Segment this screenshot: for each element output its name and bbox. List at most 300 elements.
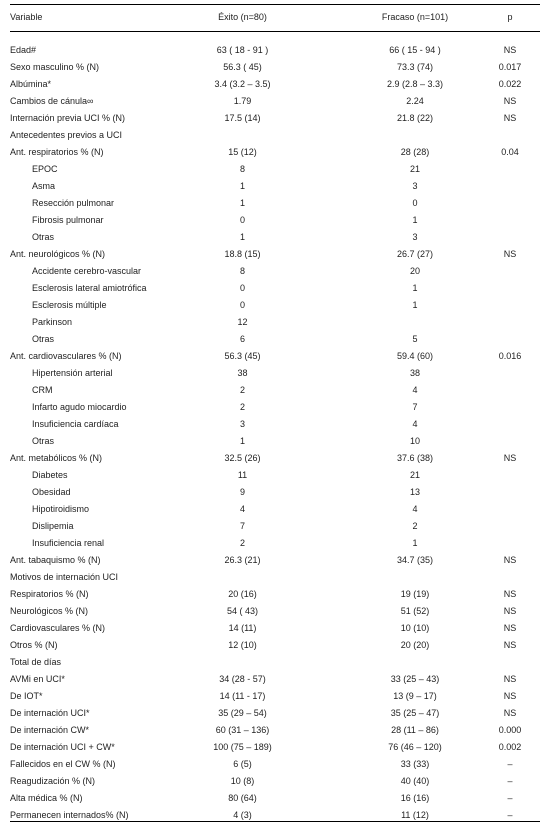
row-label: Reagudización % (N) xyxy=(10,775,96,786)
cell-exito: 38 xyxy=(237,367,248,378)
row-label: De internación CW* xyxy=(10,724,90,735)
row-label: Internación previa UCI % (N) xyxy=(10,112,126,123)
cell-exito: 80 (64) xyxy=(228,792,257,803)
cell-gap xyxy=(460,75,480,92)
cell-gap xyxy=(460,721,480,738)
table-row xyxy=(10,41,540,58)
cell-exito: 1 xyxy=(239,180,245,191)
cell-gap xyxy=(460,687,480,704)
cell-fracaso: 5 xyxy=(412,333,418,344)
cell-exito: 0 xyxy=(239,214,245,225)
row-label: Insuficiencia cardíaca xyxy=(32,418,119,429)
cell-gap xyxy=(460,211,480,228)
table-row xyxy=(10,228,540,245)
cell-gap xyxy=(290,245,370,262)
cell-p xyxy=(480,126,540,143)
row-label: CRM xyxy=(32,384,53,395)
cell-gap xyxy=(460,58,480,75)
cell-exito: 56.3 ( 45) xyxy=(223,61,262,72)
cell-gap xyxy=(290,415,370,432)
cell-exito: 9 xyxy=(239,486,245,497)
header-p: p xyxy=(507,12,513,22)
cell-gap xyxy=(460,92,480,109)
row-label: Hipertensión arterial xyxy=(32,367,113,378)
cell-gap xyxy=(290,126,370,143)
cell-fracaso: 4 xyxy=(412,503,418,514)
row-label: Albúmina* xyxy=(10,78,52,89)
cell-fracaso: 2.24 xyxy=(406,95,424,106)
table-row xyxy=(10,704,540,721)
cell-gap xyxy=(290,41,370,58)
cell-fracaso: 16 (16) xyxy=(400,792,430,803)
cell-fracaso: 3 xyxy=(412,180,418,191)
cell-fracaso: 21 xyxy=(409,163,420,174)
table-row xyxy=(10,75,540,92)
cell-p: NS xyxy=(503,248,517,259)
cell-exito: 1 xyxy=(239,197,245,208)
cell-exito: 1 xyxy=(239,231,245,242)
cell-p: 0.04 xyxy=(501,146,519,157)
table-body xyxy=(10,41,540,823)
row-label: Permanecen internados% (N) xyxy=(10,809,129,820)
cell-fracaso: 10 xyxy=(409,435,420,446)
cell-fracaso: 28 (28) xyxy=(400,146,430,157)
table-row xyxy=(10,398,540,415)
cell-p: NS xyxy=(503,690,517,701)
row-label: De internación UCI* xyxy=(10,707,90,718)
cell-gap xyxy=(460,262,480,279)
cell-fracaso xyxy=(370,126,460,143)
table-row xyxy=(10,738,540,755)
cell-gap xyxy=(290,789,370,806)
cell-exito xyxy=(195,653,290,670)
table-row xyxy=(10,381,540,398)
cell-p: – xyxy=(507,809,513,820)
table-row xyxy=(10,92,540,109)
cell-p xyxy=(480,398,540,415)
table-row xyxy=(10,262,540,279)
row-label: Hipotiroidismo xyxy=(32,503,90,514)
cell-fracaso: 35 (25 – 47) xyxy=(390,707,440,718)
cell-gap xyxy=(460,347,480,364)
table-row xyxy=(10,585,540,602)
cell-gap xyxy=(290,109,370,126)
cell-exito: 56.3 (45) xyxy=(224,350,261,361)
cell-gap xyxy=(290,602,370,619)
cell-gap xyxy=(290,517,370,534)
cell-exito: 14 (11 - 17) xyxy=(219,690,266,701)
cell-p xyxy=(480,228,540,245)
header-exito: Éxito (n=80) xyxy=(218,12,267,22)
table-row xyxy=(10,126,540,143)
cell-gap xyxy=(290,143,370,160)
table-row xyxy=(10,432,540,449)
cell-p: 0.002 xyxy=(498,741,522,752)
cell-gap xyxy=(460,483,480,500)
cell-p xyxy=(480,262,540,279)
cell-exito: 8 xyxy=(239,265,245,276)
cell-exito: 0 xyxy=(239,299,245,310)
cell-fracaso: 59.4 (60) xyxy=(396,350,434,361)
cell-gap xyxy=(460,364,480,381)
cell-gap xyxy=(460,619,480,636)
row-label: Neurológicos % (N) xyxy=(10,605,89,616)
row-label: Total de días xyxy=(10,656,62,667)
cell-p: NS xyxy=(503,622,517,633)
cell-gap xyxy=(460,602,480,619)
row-label: Insuficiencia renal xyxy=(32,537,105,548)
cell-p: 0.022 xyxy=(498,78,522,89)
cell-fracaso: 20 (20) xyxy=(400,639,430,650)
cell-fracaso: 1 xyxy=(412,537,418,548)
cell-exito: 35 (29 – 54) xyxy=(218,707,267,718)
cell-exito: 63 ( 18 - 91 ) xyxy=(216,44,269,55)
table-row xyxy=(10,330,540,347)
cell-gap xyxy=(460,738,480,755)
row-label: Ant. cardiovasculares % (N) xyxy=(10,350,122,361)
row-label: Ant. metabólicos % (N) xyxy=(10,452,103,463)
cell-gap xyxy=(290,160,370,177)
cell-gap xyxy=(290,483,370,500)
cell-fracaso: 19 (19) xyxy=(400,588,430,599)
row-label: Infarto agudo miocardio xyxy=(32,401,127,412)
cell-fracaso: 37.6 (38) xyxy=(396,452,434,463)
data-table xyxy=(10,41,540,823)
cell-p: 0.000 xyxy=(498,724,522,735)
row-label: Ant. tabaquismo % (N) xyxy=(10,554,101,565)
table-row xyxy=(10,568,540,585)
table-row xyxy=(10,194,540,211)
cell-gap xyxy=(460,755,480,772)
cell-p xyxy=(480,211,540,228)
table-row xyxy=(10,364,540,381)
cell-fracaso: 11 (12) xyxy=(401,809,429,820)
cell-gap xyxy=(460,568,480,585)
cell-gap xyxy=(290,449,370,466)
cell-p xyxy=(480,296,540,313)
cell-gap xyxy=(290,211,370,228)
cell-gap xyxy=(460,500,480,517)
cell-exito: 15 (12) xyxy=(228,146,257,157)
table-row xyxy=(10,602,540,619)
cell-p xyxy=(480,466,540,483)
table-row xyxy=(10,772,540,789)
cell-gap xyxy=(460,313,480,330)
cell-exito: 4 (3) xyxy=(233,809,252,820)
cell-gap xyxy=(290,194,370,211)
cell-gap xyxy=(290,653,370,670)
cell-p: NS xyxy=(503,44,517,55)
cell-gap xyxy=(460,228,480,245)
cell-gap xyxy=(460,670,480,687)
row-label: Diabetes xyxy=(32,469,68,480)
cell-gap xyxy=(290,551,370,568)
cell-p xyxy=(480,177,540,194)
row-label: Dislipemia xyxy=(32,520,74,531)
table-header-rule xyxy=(10,31,540,32)
cell-fracaso: 1 xyxy=(412,282,418,293)
cell-gap xyxy=(460,245,480,262)
cell-gap xyxy=(460,466,480,483)
cell-exito: 1.79 xyxy=(233,95,252,106)
header-variable: Variable xyxy=(10,12,43,22)
cell-gap xyxy=(290,398,370,415)
table-row xyxy=(10,211,540,228)
cell-exito: 12 (10) xyxy=(228,639,257,650)
row-label: Asma xyxy=(32,180,56,191)
table-row xyxy=(10,109,540,126)
row-label: Otros % (N) xyxy=(10,639,58,650)
cell-p xyxy=(480,517,540,534)
cell-fracaso xyxy=(370,653,460,670)
cell-gap xyxy=(290,92,370,109)
header-fracaso: Fracaso (n=101) xyxy=(381,12,449,22)
cell-gap xyxy=(460,704,480,721)
cell-gap xyxy=(290,721,370,738)
table-row xyxy=(10,347,540,364)
cell-p: – xyxy=(507,775,513,786)
cell-exito: 14 (11) xyxy=(228,622,257,633)
cell-gap xyxy=(460,126,480,143)
table-row xyxy=(10,296,540,313)
cell-fracaso: 73.3 (74) xyxy=(396,61,434,72)
table-row xyxy=(10,755,540,772)
cell-p: – xyxy=(507,758,513,769)
cell-fracaso: 33 (25 – 43) xyxy=(390,673,440,684)
table-header xyxy=(10,12,540,28)
cell-fracaso: 1 xyxy=(412,214,418,225)
cell-gap xyxy=(460,398,480,415)
cell-p: NS xyxy=(503,554,517,565)
cell-p xyxy=(480,381,540,398)
table-row xyxy=(10,721,540,738)
cell-gap xyxy=(460,517,480,534)
cell-gap xyxy=(460,177,480,194)
cell-fracaso: 4 xyxy=(412,384,418,395)
cell-gap xyxy=(290,585,370,602)
cell-fracaso: 13 (9 – 17) xyxy=(393,690,437,701)
cell-gap xyxy=(460,160,480,177)
table-top-rule xyxy=(10,4,540,5)
cell-fracaso: 38 xyxy=(409,367,420,378)
cell-exito: 3 xyxy=(239,418,245,429)
row-label: EPOC xyxy=(32,163,58,174)
row-label: Accidente cerebro-vascular xyxy=(32,265,142,276)
cell-exito: 18.8 (15) xyxy=(224,248,261,259)
row-label: Cambios de cánula∞ xyxy=(10,95,94,106)
cell-fracaso: 40 (40) xyxy=(400,775,430,786)
row-label: Otras xyxy=(32,435,55,446)
cell-gap xyxy=(290,347,370,364)
cell-gap xyxy=(290,432,370,449)
row-label: Ant. neurológicos % (N) xyxy=(10,248,106,259)
row-label: Resección pulmonar xyxy=(32,197,115,208)
cell-gap xyxy=(290,262,370,279)
row-label: AVMi en UCI* xyxy=(10,673,65,684)
cell-gap xyxy=(290,755,370,772)
cell-gap xyxy=(460,109,480,126)
cell-p xyxy=(480,313,540,330)
cell-fracaso: 51 (52) xyxy=(400,605,430,616)
cell-fracaso xyxy=(370,313,460,330)
cell-fracaso: 34.7 (35) xyxy=(396,554,434,565)
cell-exito: 2 xyxy=(239,401,245,412)
cell-p xyxy=(480,483,540,500)
cell-gap xyxy=(290,738,370,755)
cell-p: NS xyxy=(503,605,517,616)
cell-exito: 60 (31 – 136) xyxy=(215,724,270,735)
cell-p xyxy=(480,653,540,670)
table-row xyxy=(10,653,540,670)
row-label: Edad# xyxy=(10,44,37,55)
row-label: Otras xyxy=(32,333,55,344)
row-label: Alta médica % (N) xyxy=(10,792,83,803)
cell-gap xyxy=(290,568,370,585)
table-row xyxy=(10,143,540,160)
table-row xyxy=(10,517,540,534)
row-label: Respiratorios % (N) xyxy=(10,588,89,599)
cell-gap xyxy=(460,143,480,160)
table-row xyxy=(10,483,540,500)
row-label: De internación UCI + CW* xyxy=(10,741,115,752)
cell-fracaso: 2.9 (2.8 – 3.3) xyxy=(386,78,444,89)
cell-fracaso: 33 (33) xyxy=(400,758,430,769)
cell-fracaso: 76 (46 – 120) xyxy=(388,741,442,752)
row-label: Fallecidos en el CW % (N) xyxy=(10,758,116,769)
cell-gap xyxy=(290,296,370,313)
cell-exito: 8 xyxy=(239,163,245,174)
cell-gap xyxy=(460,194,480,211)
cell-p xyxy=(480,415,540,432)
cell-exito xyxy=(195,568,290,585)
cell-gap xyxy=(460,432,480,449)
cell-gap xyxy=(460,551,480,568)
cell-gap xyxy=(460,381,480,398)
cell-p: NS xyxy=(503,112,517,123)
cell-p xyxy=(480,534,540,551)
table-row xyxy=(10,415,540,432)
row-label: Motivos de internación UCI xyxy=(10,571,119,582)
table-row xyxy=(10,500,540,517)
cell-fracaso: 4 xyxy=(412,418,418,429)
cell-gap xyxy=(290,704,370,721)
cell-exito: 17.5 (14) xyxy=(224,112,261,123)
cell-gap xyxy=(290,381,370,398)
cell-fracaso: 1 xyxy=(412,299,418,310)
cell-exito: 34 (28 - 57) xyxy=(219,673,266,684)
cell-fracaso: 3 xyxy=(412,231,418,242)
cell-fracaso: 10 (10) xyxy=(400,622,430,633)
cell-exito xyxy=(195,126,290,143)
cell-fracaso xyxy=(370,568,460,585)
cell-exito: 11 xyxy=(237,469,248,480)
cell-p xyxy=(480,364,540,381)
cell-gap xyxy=(460,534,480,551)
table-row xyxy=(10,58,540,75)
cell-gap xyxy=(290,177,370,194)
cell-gap xyxy=(290,330,370,347)
table-row xyxy=(10,466,540,483)
row-label: Sexo masculino % (N) xyxy=(10,61,100,72)
cell-p xyxy=(480,279,540,296)
cell-fracaso: 66 ( 15 - 94 ) xyxy=(389,44,441,55)
cell-exito: 26.3 (21) xyxy=(224,554,261,565)
cell-fracaso: 2 xyxy=(412,520,418,531)
cell-fracaso: 13 xyxy=(409,486,420,497)
table-row xyxy=(10,551,540,568)
row-label: Ant. respiratorios % (N) xyxy=(10,146,104,157)
cell-gap xyxy=(460,415,480,432)
cell-exito: 0 xyxy=(239,282,245,293)
cell-p xyxy=(480,194,540,211)
row-label: Esclerosis múltiple xyxy=(32,299,107,310)
table-row xyxy=(10,534,540,551)
cell-fracaso: 26.7 (27) xyxy=(396,248,434,259)
cell-fracaso: 21 xyxy=(409,469,420,480)
cell-gap xyxy=(460,585,480,602)
row-label: De IOT* xyxy=(10,690,43,701)
cell-fracaso: 0 xyxy=(412,197,418,208)
table-row xyxy=(10,670,540,687)
cell-p xyxy=(480,160,540,177)
cell-p: 0.016 xyxy=(498,350,522,361)
cell-gap xyxy=(290,58,370,75)
row-label: Obesidad xyxy=(32,486,71,497)
cell-gap xyxy=(460,41,480,58)
row-label: Antecedentes previos a UCI xyxy=(10,129,123,140)
cell-p: – xyxy=(507,792,513,803)
cell-p: 0.017 xyxy=(498,61,522,72)
cell-p: NS xyxy=(503,639,517,650)
table-row xyxy=(10,789,540,806)
table-row xyxy=(10,160,540,177)
cell-gap xyxy=(290,619,370,636)
cell-gap xyxy=(290,313,370,330)
cell-p: NS xyxy=(503,452,517,463)
cell-p xyxy=(480,432,540,449)
cell-exito: 1 xyxy=(239,435,245,446)
cell-gap xyxy=(290,364,370,381)
table-row xyxy=(10,636,540,653)
cell-fracaso: 28 (11 – 86) xyxy=(391,724,439,735)
cell-gap xyxy=(290,687,370,704)
cell-gap xyxy=(460,449,480,466)
cell-gap xyxy=(290,500,370,517)
cell-exito: 32.5 (26) xyxy=(224,452,261,463)
row-label: Parkinson xyxy=(32,316,73,327)
cell-p: NS xyxy=(503,707,517,718)
cell-exito: 4 xyxy=(239,503,245,514)
cell-exito: 100 (75 – 189) xyxy=(213,741,272,752)
cell-p xyxy=(480,500,540,517)
cell-p: NS xyxy=(503,588,517,599)
cell-exito: 6 xyxy=(239,333,245,344)
row-label: Fibrosis pulmonar xyxy=(32,214,104,225)
cell-gap xyxy=(290,534,370,551)
row-label: Otras xyxy=(32,231,55,242)
cell-gap xyxy=(290,772,370,789)
table-row xyxy=(10,245,540,262)
row-label: Cardiovasculares % (N) xyxy=(10,622,106,633)
row-label: Esclerosis lateral amiotrófica xyxy=(32,282,147,293)
cell-gap xyxy=(290,670,370,687)
cell-p xyxy=(480,330,540,347)
cell-gap xyxy=(290,75,370,92)
cell-fracaso: 21.8 (22) xyxy=(396,112,434,123)
cell-gap xyxy=(460,653,480,670)
cell-exito: 12 xyxy=(237,316,248,327)
cell-gap xyxy=(460,789,480,806)
